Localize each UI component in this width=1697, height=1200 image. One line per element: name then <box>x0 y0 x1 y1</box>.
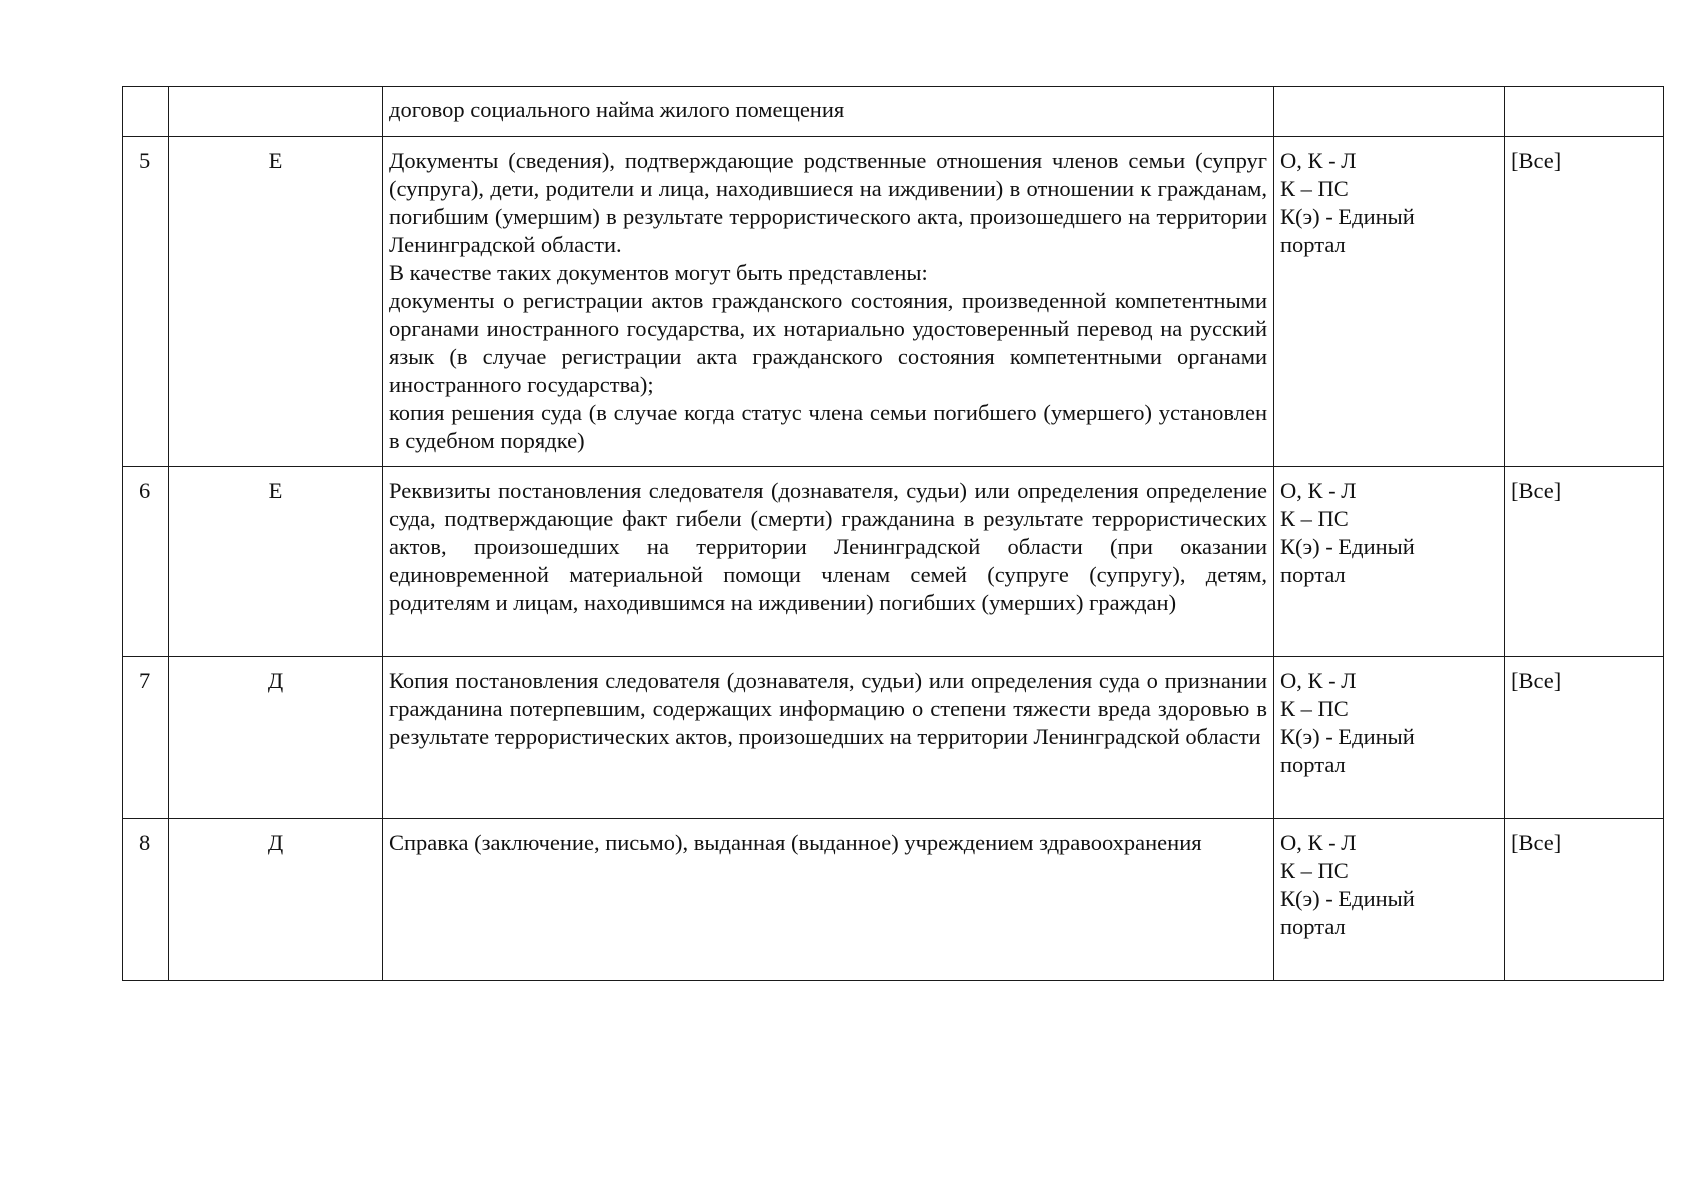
row-category-cell: Д <box>169 819 383 981</box>
row-description-paragraph: Копия постановления следователя (дознавателя, судьи) или определения суда о признании гражданина потерпевшим, содержащих информацию о степени тяжести вреда здоровью в результате террористических актов, произошедших на территории Ленинградской области <box>389 668 1267 749</box>
method-line: О, К - Л <box>1280 830 1357 855</box>
method-line: портал <box>1280 562 1346 587</box>
row-number-cell <box>123 87 169 137</box>
row-scope-cell: [Все] <box>1505 467 1664 657</box>
row-description-cell <box>383 467 1274 657</box>
row-description-paragraph: Документы (сведения), подтверждающие родственные отношения членов семьи (супруг (супруга), дети, родители и лица, находившиеся на иждивении) в отношении к гражданам, погибшим (умершим) в результате террористического акта, произошедшего на территории Ленинградской области. <box>389 148 1267 257</box>
row-category-cell: Д <box>169 657 383 819</box>
table-row <box>123 657 1664 819</box>
method-line: К – ПС <box>1280 176 1349 201</box>
row-description-paragraph: копия решения суда (в случае когда статус члена семьи погибшего (умершего) установлен в судебном порядке) <box>389 400 1267 453</box>
row-description-cell <box>383 137 1274 467</box>
row-number-cell: 6 <box>123 467 169 657</box>
table-row <box>123 467 1664 657</box>
row-method-cell <box>1274 87 1505 137</box>
row-scope-cell: [Все] <box>1505 137 1664 467</box>
row-description-cell <box>383 657 1274 819</box>
row-category-cell: Е <box>169 467 383 657</box>
row-number-cell: 8 <box>123 819 169 981</box>
row-scope-cell: [Все] <box>1505 657 1664 819</box>
method-line: К(э) - Единый <box>1280 724 1415 749</box>
row-method-cell <box>1274 819 1505 981</box>
table-row <box>123 819 1664 981</box>
table-row-continuation <box>123 87 1664 137</box>
row-description-text: договор социального найма жилого помещения <box>389 97 845 122</box>
row-category-cell: Е <box>169 137 383 467</box>
method-line: портал <box>1280 914 1346 939</box>
method-line: К(э) - Единый <box>1280 886 1415 911</box>
method-line: К(э) - Единый <box>1280 534 1415 559</box>
row-description-cell <box>383 819 1274 981</box>
row-method-cell <box>1274 467 1505 657</box>
method-line: К – ПС <box>1280 696 1349 721</box>
row-method-cell <box>1274 657 1505 819</box>
documents-table <box>122 86 1664 981</box>
row-number-cell: 5 <box>123 137 169 467</box>
method-line: О, К - Л <box>1280 148 1357 173</box>
method-line: К – ПС <box>1280 506 1349 531</box>
method-line: О, К - Л <box>1280 668 1357 693</box>
row-description-paragraph: документы о регистрации актов гражданского состояния, произведенной компетентными органами иностранного государства, их нотариально удостоверенный перевод на русский язык (в случае регистрации акта гражданского состояния компетентными органами иностранного государства); <box>389 288 1267 397</box>
method-line: К(э) - Единый <box>1280 204 1415 229</box>
row-description-paragraph: В качестве таких документов могут быть представлены: <box>389 260 928 285</box>
row-method-cell <box>1274 137 1505 467</box>
row-description-paragraph: Реквизиты постановления следователя (дознавателя, судьи) или определения определение суда, подтверждающие факт гибели (смерти) гражданина в результате террористических актов, произошедших на территории Ленинградской области (при оказании единовременной материальной помощи членам семей (супруге (супругу), детям, родителям и лицам, находившимся на иждивении) погибших (умерших) граждан) <box>389 478 1267 615</box>
row-category-cell <box>169 87 383 137</box>
row-description-cell <box>383 87 1274 137</box>
method-line: О, К - Л <box>1280 478 1357 503</box>
row-number-cell: 7 <box>123 657 169 819</box>
row-scope-cell <box>1505 87 1664 137</box>
table-row <box>123 137 1664 467</box>
row-scope-cell: [Все] <box>1505 819 1664 981</box>
row-description-paragraph: Справка (заключение, письмо), выданная (выданное) учреждением здравоохранения <box>389 830 1202 855</box>
method-line: портал <box>1280 752 1346 777</box>
method-line: портал <box>1280 232 1346 257</box>
method-line: К – ПС <box>1280 858 1349 883</box>
